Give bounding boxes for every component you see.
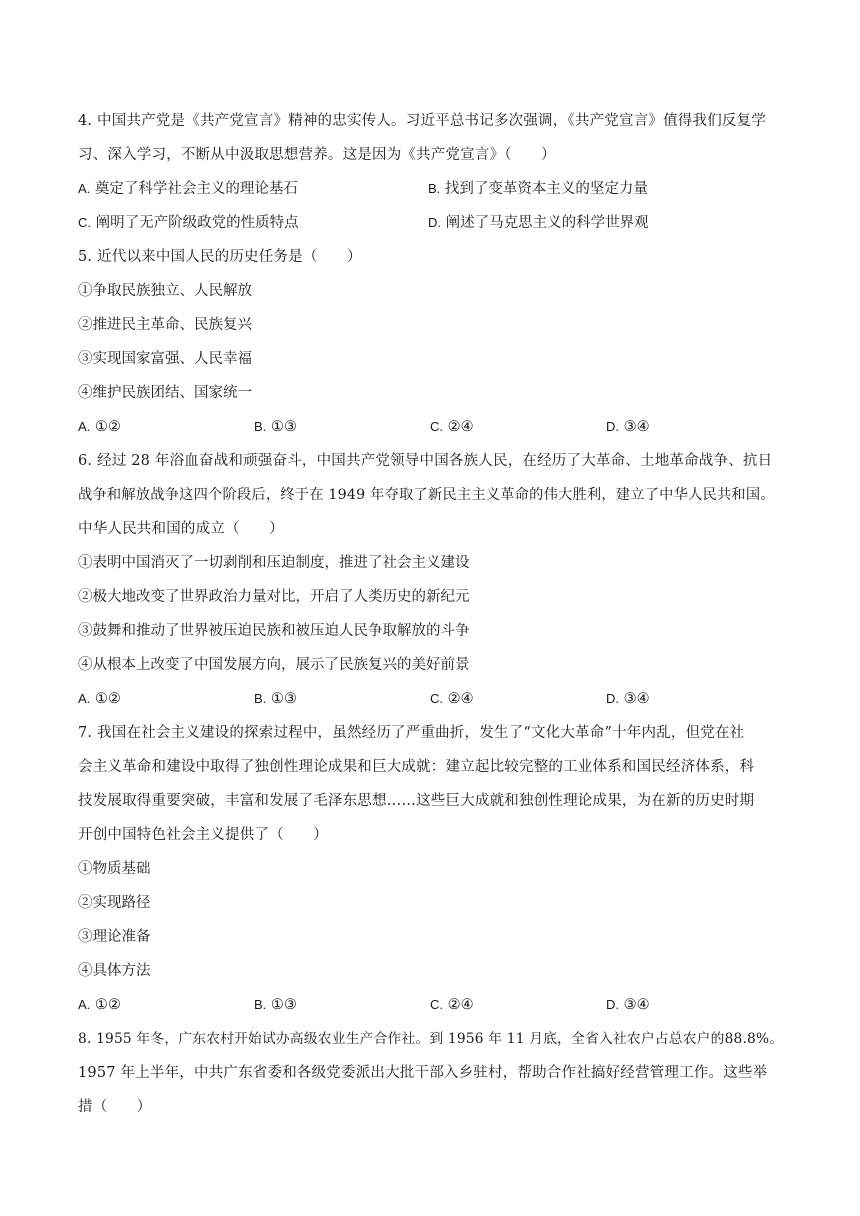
options-row xyxy=(78,410,784,444)
option-d[interactable]: D. ③④ xyxy=(606,997,650,1013)
question-stem-line: 1957 年上半年，中共广东省委和各级党委派出大批干部入乡驻村，帮助合作社搞好经营管理工作。这些举 xyxy=(78,1065,768,1081)
options-row xyxy=(78,206,784,240)
question-stem-line: 7. 我国在社会主义建设的探索过程中，虽然经历了严重曲折，发生了“文化大革命”十年内乱，但党在社 xyxy=(78,725,745,741)
option-a[interactable]: A. ①② xyxy=(78,691,121,707)
option-c[interactable]: C. ②④ xyxy=(430,419,474,435)
question-5 xyxy=(78,240,784,444)
question-stem-line: 5. 近代以来中国人民的历史任务是（ ） xyxy=(78,249,362,265)
option-a[interactable]: A. ①② xyxy=(78,419,121,435)
question-stem-line: 6. 经过 28 年浴血奋战和顽强奋斗，中国共产党领导中国各族人民，在经历了大革命、土地革命战争、抗日 xyxy=(78,453,773,469)
option-a[interactable]: A. 奠定了科学社会主义的理论基石 xyxy=(78,181,298,197)
question-stem-line: 会主义革命和建设中取得了独创性理论成果和巨大成就：建立起比较完整的工业体系和国民经济体系，科 xyxy=(78,759,755,775)
statement-4: ④维护民族团结、国家统一 xyxy=(78,385,252,401)
statement-3: ③理论准备 xyxy=(78,929,151,945)
statement-4: ④从根本上改变了中国发展方向，展示了民族复兴的美好前景 xyxy=(78,657,470,673)
statement-1: ①争取民族独立、人民解放 xyxy=(78,283,252,299)
statement-1: ①表明中国消灭了一切剥削和压迫制度，推进了社会主义建设 xyxy=(78,555,470,571)
option-b[interactable]: B. ①③ xyxy=(254,419,297,435)
option-d[interactable]: D. ③④ xyxy=(606,691,650,707)
question-7 xyxy=(78,716,784,1022)
option-b[interactable]: B. ①③ xyxy=(254,997,297,1013)
option-c[interactable]: C. ②④ xyxy=(430,691,474,707)
statement-2: ②推进民主革命、民族复兴 xyxy=(78,317,252,333)
statement-4: ④具体方法 xyxy=(78,963,151,979)
option-a[interactable]: A. ①② xyxy=(78,997,121,1013)
statement-2: ②极大地改变了世界政治力量对比，开启了人类历史的新纪元 xyxy=(78,589,470,605)
question-stem-line: 措（ ） xyxy=(78,1099,152,1115)
statement-1: ①物质基础 xyxy=(78,861,151,877)
option-d[interactable]: D. 阐述了马克思主义的科学世界观 xyxy=(428,215,649,231)
options-row xyxy=(78,988,784,1022)
option-d[interactable]: D. ③④ xyxy=(606,419,650,435)
options-row xyxy=(78,172,784,206)
question-stem-line: 8. 1955 年冬，广东农村开始试办高级农业生产合作社。到 1956 年 11 月底，全省入社农户占总农户的88.8%。 xyxy=(78,1031,784,1047)
question-stem-line: 中华人民共和国的成立（ ） xyxy=(78,521,284,537)
option-c[interactable]: C. ②④ xyxy=(430,997,474,1013)
question-6 xyxy=(78,444,784,716)
question-stem-line: 4. 中国共产党是《共产党宣言》精神的忠实传人。习近平总书记多次强调，《共产党宣言》值得我们反复学 xyxy=(78,113,766,129)
statement-3: ③实现国家富强、人民幸福 xyxy=(78,351,252,367)
question-8 xyxy=(78,1022,784,1124)
options-row xyxy=(78,682,784,716)
question-stem-line: 开创中国特色社会主义提供了（ ） xyxy=(78,827,328,843)
statement-2: ②实现路径 xyxy=(78,895,151,911)
statement-3: ③鼓舞和推动了世界被压迫民族和被压迫人民争取解放的斗争 xyxy=(78,623,470,639)
exam-page xyxy=(78,104,784,1124)
option-c[interactable]: C. 阐明了无产阶级政党的性质特点 xyxy=(78,215,299,231)
question-stem-line: 战争和解放战争这四个阶段后，终于在 1949 年夺取了新民主主义革命的伟大胜利，建立了中华人民共和国。 xyxy=(78,487,775,503)
question-4 xyxy=(78,104,784,240)
question-stem-line: 习、深入学习，不断从中汲取思想营养。这是因为《共产党宣言》（ ） xyxy=(78,147,556,163)
option-b[interactable]: B. ①③ xyxy=(254,691,297,707)
question-stem-line: 技发展取得重要突破，丰富和发展了毛泽东思想……这些巨大成就和独创性理论成果，为在新的历史时期 xyxy=(78,793,755,809)
option-b[interactable]: B. 找到了变革资本主义的坚定力量 xyxy=(428,181,648,197)
